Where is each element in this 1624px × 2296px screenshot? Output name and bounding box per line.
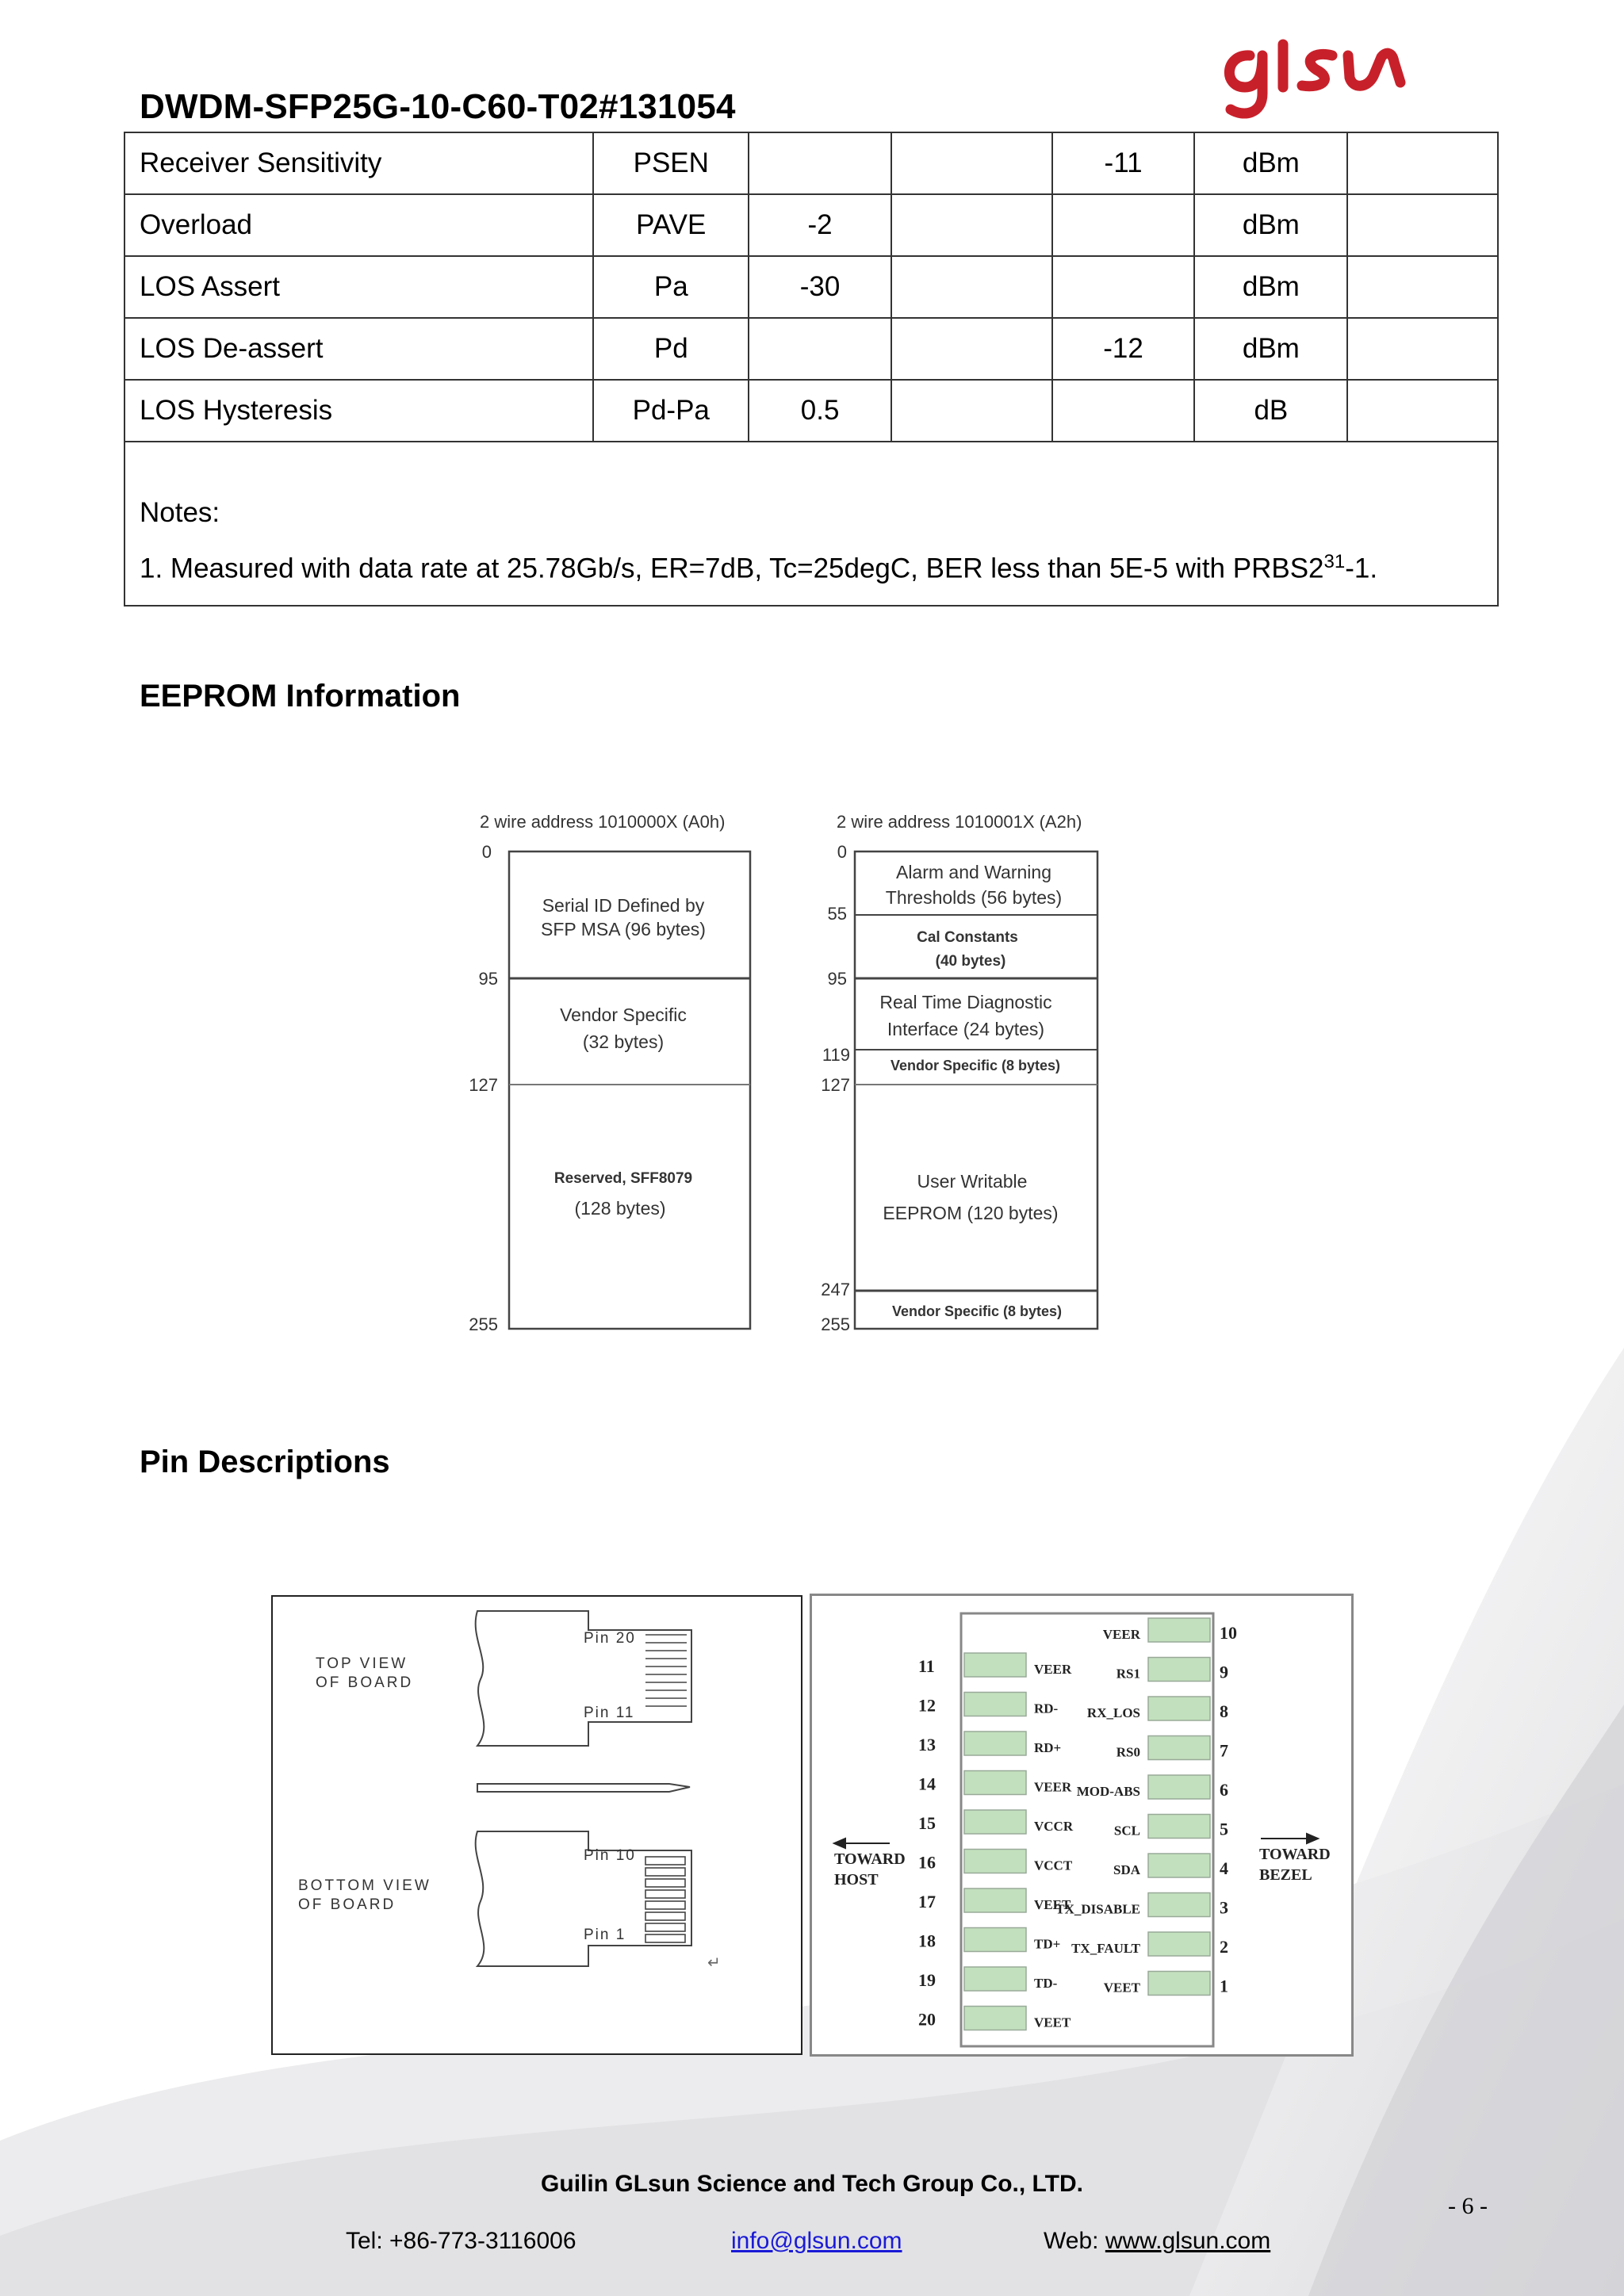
cell-param: LOS Assert bbox=[124, 256, 593, 318]
a2-user-l1: User Writable bbox=[917, 1171, 1028, 1192]
pin-number-right: 6 bbox=[1220, 1780, 1228, 1800]
pin-number-right: 3 bbox=[1220, 1897, 1228, 1918]
pin-20-label: Pin 20 bbox=[584, 1630, 636, 1647]
bottom-view-l1: BOTTOM VIEW bbox=[298, 1877, 431, 1894]
footer-tel: Tel: +86-773-3116006 bbox=[346, 2228, 576, 2254]
pin-pad-left bbox=[964, 1888, 1026, 1912]
notes-label: Notes: bbox=[140, 497, 220, 528]
pin-descriptions-heading: Pin Descriptions bbox=[140, 1445, 390, 1479]
cell-typ bbox=[891, 256, 1052, 318]
pin-pad-right bbox=[1148, 1736, 1210, 1760]
pin-number-right: 4 bbox=[1220, 1858, 1228, 1878]
board-outline-drawing bbox=[273, 1597, 801, 2053]
pin-pad-right bbox=[1148, 1854, 1210, 1877]
a2-addr-55: 55 bbox=[827, 904, 847, 924]
pin-number-left: 14 bbox=[918, 1774, 936, 1794]
pin-number-right: 2 bbox=[1220, 1937, 1228, 1957]
pin-number-right: 9 bbox=[1220, 1662, 1228, 1682]
cell-unit: dBm bbox=[1194, 132, 1347, 194]
pin-number-right: 8 bbox=[1220, 1701, 1228, 1721]
a2-rtd-l1: Real Time Diagnostic bbox=[879, 992, 1052, 1012]
cell-min bbox=[749, 132, 891, 194]
a0-reserved-l2: (128 bytes) bbox=[574, 1198, 666, 1219]
toward-bezel-l2: BEZEL bbox=[1259, 1866, 1312, 1884]
pin-assignment-diagram bbox=[810, 1594, 1354, 2057]
cell-unit: dB bbox=[1194, 380, 1347, 442]
pin-pad-right bbox=[1148, 1775, 1210, 1799]
cell-symbol: PAVE bbox=[593, 194, 749, 256]
note-1 bbox=[140, 538, 1483, 594]
footer-email-link[interactable]: info@glsun.com bbox=[731, 2228, 902, 2254]
a0-map bbox=[469, 842, 750, 1334]
pin-pad-left bbox=[964, 1967, 1026, 1991]
cell-typ bbox=[891, 380, 1052, 442]
pin-number-right: 1 bbox=[1220, 1976, 1228, 1996]
pin-signal-right: SDA bbox=[1113, 1862, 1140, 1877]
pin-number-left: 11 bbox=[918, 1656, 935, 1676]
cell-typ bbox=[891, 194, 1052, 256]
a0-serial-id-l2: SFP MSA (96 bytes) bbox=[541, 919, 706, 939]
pin-number-left: 13 bbox=[918, 1735, 936, 1755]
a2-alarm-l1: Alarm and Warning bbox=[895, 862, 1052, 882]
pin-signal-right: VEET bbox=[1103, 1980, 1140, 1996]
pin-signal-left: VEET bbox=[1034, 2015, 1071, 2030]
cell-param: LOS De-assert bbox=[124, 318, 593, 380]
footer-company: Guilin GLsun Science and Tech Group Co., LTD. bbox=[541, 2171, 1083, 2197]
cell-param: Overload bbox=[124, 194, 593, 256]
a0-vendor-l1: Vendor Specific bbox=[560, 1004, 687, 1025]
footer-web bbox=[1044, 2228, 1270, 2255]
pin-signal-left: VEER bbox=[1034, 1662, 1072, 1677]
pin-pad-right bbox=[1148, 1932, 1210, 1956]
toward-host-l2: HOST bbox=[834, 1871, 879, 1888]
a2-title: 2 wire address 1010001X (A2h) bbox=[837, 812, 1082, 832]
a2-vendor-1: Vendor Specific (8 bytes) bbox=[890, 1058, 1061, 1073]
toward-bezel-l1: TOWARD bbox=[1259, 1846, 1331, 1863]
pin-signal-left: RD- bbox=[1034, 1701, 1059, 1716]
cell-max bbox=[1052, 256, 1195, 318]
a0-title: 2 wire address 1010000X (A0h) bbox=[480, 812, 726, 832]
cell-note bbox=[1347, 194, 1498, 256]
pin-number-right: 5 bbox=[1220, 1819, 1228, 1839]
a0-addr-95: 95 bbox=[478, 969, 498, 989]
cell-note bbox=[1347, 256, 1498, 318]
glsun-logo bbox=[1213, 38, 1419, 125]
a2-user-l2: EEPROM (120 bytes) bbox=[883, 1203, 1059, 1223]
pin-number-right: 10 bbox=[1220, 1623, 1237, 1643]
eeprom-heading: EEPROM Information bbox=[140, 679, 461, 714]
pin-number-left: 17 bbox=[918, 1892, 936, 1911]
footer-web-link[interactable]: www.glsun.com bbox=[1105, 2228, 1271, 2254]
top-view-l2: OF BOARD bbox=[316, 1674, 414, 1691]
pin-pad-right bbox=[1148, 1893, 1210, 1917]
pin-signal-right: RX_LOS bbox=[1086, 1705, 1140, 1720]
page-number: - 6 - bbox=[1448, 2193, 1488, 2219]
cell-note bbox=[1347, 132, 1498, 194]
pin-pad-left bbox=[964, 1810, 1026, 1834]
cell-min: 0.5 bbox=[749, 380, 891, 442]
a0-addr-255: 255 bbox=[469, 1314, 498, 1334]
pin-pad-right bbox=[1148, 1618, 1210, 1642]
pin-number-left: 18 bbox=[918, 1931, 936, 1951]
pin-signal-right: MOD-ABS bbox=[1076, 1784, 1140, 1799]
cell-unit: dBm bbox=[1194, 194, 1347, 256]
a2-addr-247: 247 bbox=[821, 1280, 850, 1299]
pin-pad-left bbox=[964, 1653, 1026, 1677]
a2-vendor-2: Vendor Specific (8 bytes) bbox=[891, 1303, 1063, 1319]
toward-host-l1: TOWARD bbox=[834, 1850, 906, 1868]
a2-addr-119: 119 bbox=[822, 1045, 850, 1065]
pin-pad-right bbox=[1148, 1815, 1210, 1839]
pin-pad-left bbox=[964, 1693, 1026, 1716]
pin-number-right: 7 bbox=[1220, 1740, 1228, 1761]
pin-number-left: 20 bbox=[918, 2009, 936, 2030]
pin-signal-right: SCL bbox=[1113, 1823, 1140, 1839]
cell-symbol: Pd-Pa bbox=[593, 380, 749, 442]
document-title: DWDM-SFP25G-10-C60-T02#131054 bbox=[140, 87, 736, 126]
pin-pad-left bbox=[964, 1732, 1026, 1755]
a2-rtd-l2: Interface (24 bytes) bbox=[887, 1019, 1045, 1039]
cell-max bbox=[1052, 194, 1195, 256]
pin-pad-left bbox=[964, 1928, 1026, 1952]
notes-row bbox=[124, 442, 1498, 606]
table-row bbox=[124, 318, 1498, 380]
a2-addr-0: 0 bbox=[837, 842, 847, 862]
cell-symbol: PSEN bbox=[593, 132, 749, 194]
pin-signal-left: VEER bbox=[1034, 1779, 1072, 1795]
cell-typ bbox=[891, 318, 1052, 380]
a2-addr-127: 127 bbox=[821, 1075, 850, 1095]
pin-number-left: 12 bbox=[918, 1695, 936, 1716]
pin-signal-left: TD- bbox=[1034, 1976, 1058, 1991]
pin-number-left: 19 bbox=[918, 1970, 936, 1990]
pin-signal-right: TX_FAULT bbox=[1071, 1941, 1140, 1956]
pin-1-label: Pin 1 bbox=[584, 1927, 626, 1943]
a0-addr-0: 0 bbox=[481, 842, 492, 862]
a2-addr-95: 95 bbox=[827, 969, 847, 989]
cell-unit: dBm bbox=[1194, 318, 1347, 380]
cell-min: -30 bbox=[749, 256, 891, 318]
pin-number-left: 15 bbox=[918, 1813, 936, 1833]
pin-pad-left bbox=[964, 1850, 1026, 1873]
pin-pad-left bbox=[964, 1771, 1026, 1795]
a0-addr-127: 127 bbox=[469, 1075, 498, 1095]
pin-number-left: 16 bbox=[918, 1852, 936, 1873]
note-1-superscript: 31 bbox=[1323, 551, 1346, 572]
pin-pad-left bbox=[964, 2007, 1026, 2030]
cell-symbol: Pd bbox=[593, 318, 749, 380]
pin-10-label: Pin 10 bbox=[584, 1847, 636, 1864]
pin-signal-left: VEET bbox=[1034, 1897, 1071, 1912]
note-1-text: 1. Measured with data rate at 25.78Gb/s, ER=7dB, Tc=25degC, BER less than 5E-5 with PRBS2 bbox=[140, 553, 1324, 584]
table-row bbox=[124, 380, 1498, 442]
a0-reserved-l1: Reserved, SFF8079 bbox=[553, 1170, 693, 1187]
pin-pad-right bbox=[1148, 1972, 1210, 1996]
a2-map bbox=[821, 842, 1097, 1334]
cell-unit: dBm bbox=[1194, 256, 1347, 318]
pin-assignment-drawing bbox=[812, 1596, 1351, 2054]
a2-cal-l2: (40 bytes) bbox=[935, 953, 1006, 970]
table-row bbox=[124, 194, 1498, 256]
cell-max bbox=[1052, 380, 1195, 442]
footer-web-label: Web: bbox=[1044, 2228, 1105, 2254]
receiver-spec-table bbox=[124, 132, 1499, 607]
cell-typ bbox=[891, 132, 1052, 194]
board-views-diagram bbox=[271, 1595, 802, 2055]
a2-cal-l1: Cal Constants bbox=[917, 929, 1018, 946]
cell-note bbox=[1347, 318, 1498, 380]
table-row bbox=[124, 132, 1498, 194]
eeprom-memory-map bbox=[444, 801, 1142, 1356]
cell-max: -12 bbox=[1052, 318, 1195, 380]
pin-signal-right: TX_DISABLE bbox=[1055, 1901, 1140, 1917]
top-view-l1: TOP VIEW bbox=[316, 1655, 408, 1672]
a0-serial-id-l1: Serial ID Defined by bbox=[542, 895, 705, 916]
pin-signal-left: VCCT bbox=[1034, 1858, 1073, 1873]
pin-pad-right bbox=[1148, 1658, 1210, 1682]
bottom-view-l2: OF BOARD bbox=[298, 1896, 396, 1913]
cell-max: -11 bbox=[1052, 132, 1195, 194]
a0-vendor-l2: (32 bytes) bbox=[582, 1031, 665, 1052]
pin-signal-right: RS0 bbox=[1116, 1744, 1140, 1760]
pin-signal-right: RS1 bbox=[1116, 1666, 1140, 1682]
cell-note bbox=[1347, 380, 1498, 442]
pin-signal-right: VEER bbox=[1102, 1627, 1140, 1642]
pin-signal-left: VCCR bbox=[1034, 1819, 1074, 1834]
cell-symbol: Pa bbox=[593, 256, 749, 318]
cell-param: Receiver Sensitivity bbox=[124, 132, 593, 194]
cell-min: -2 bbox=[749, 194, 891, 256]
cell-param: LOS Hysteresis bbox=[124, 380, 593, 442]
a2-addr-255: 255 bbox=[821, 1314, 850, 1334]
cell-min bbox=[749, 318, 891, 380]
a2-alarm-l2: Thresholds (56 bytes) bbox=[885, 887, 1063, 908]
note-1-suffix: -1. bbox=[1345, 553, 1378, 584]
pin-pad-right bbox=[1148, 1697, 1210, 1720]
pin-11-label: Pin 11 bbox=[584, 1705, 635, 1721]
table-row bbox=[124, 256, 1498, 318]
pin-signal-left: RD+ bbox=[1034, 1740, 1062, 1755]
pin-signal-left: TD+ bbox=[1034, 1936, 1061, 1952]
return-mark: ↵ bbox=[707, 1954, 721, 1972]
